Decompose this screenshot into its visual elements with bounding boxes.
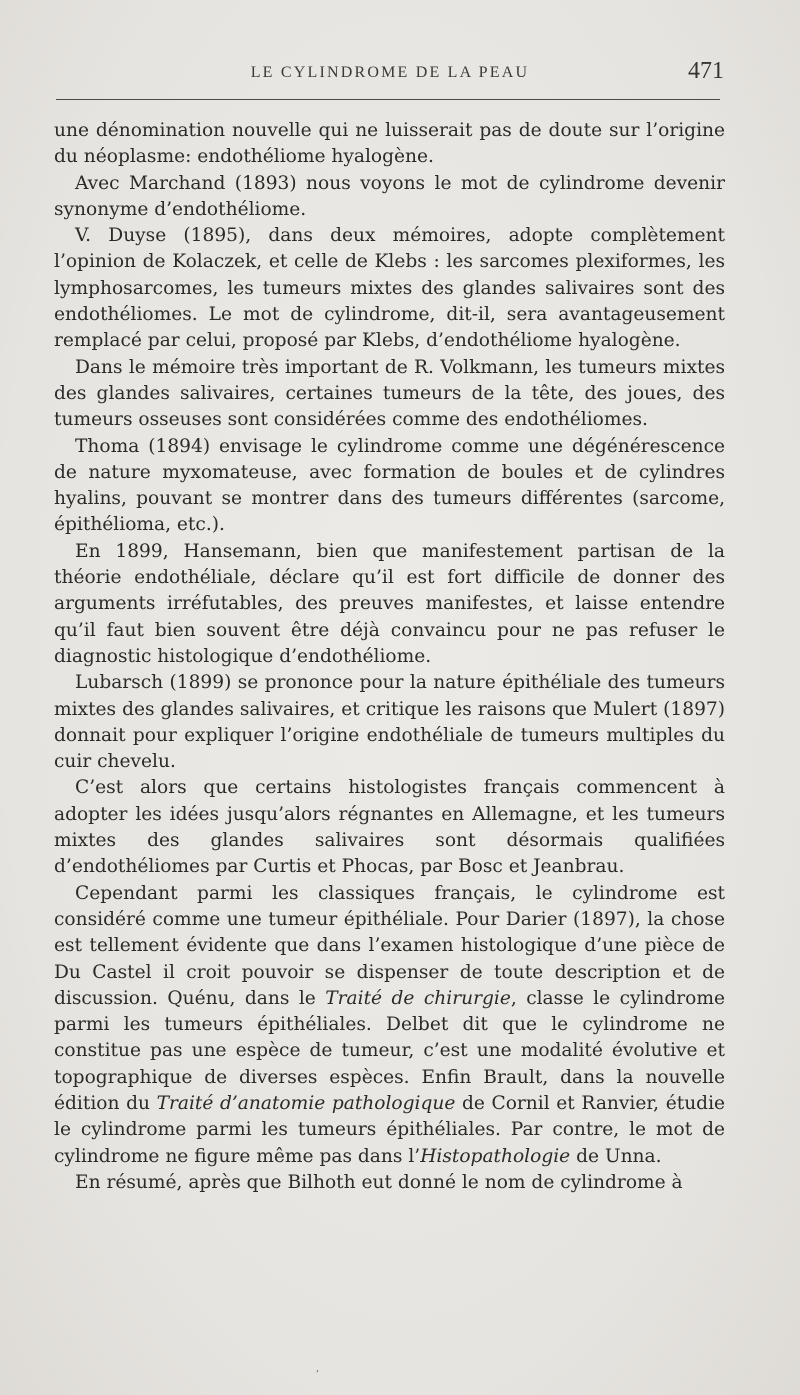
- text-segment: V. Duyse (1895), dans deux mémoires, adopte complètement l’opinion de Kolaczek, et celle de Klebs : les sarcomes plexiformes, les lymphosarcomes, les tumeurs mixtes des glandes salivaires sont des endothéliomes. Le mot de cylindrome, dit-il, sera avantageusement remplacé par celui, proposé par Klebs, d’endothéliome hyalogène.: [54, 225, 725, 352]
- text-segment: une dénomination nouvelle qui ne luisserait pas de doute sur l’origine du néoplasme: endothéliome hyalogène.: [54, 120, 725, 168]
- text-segment: Avec Marchand (1893) nous voyons le mot de cylindrome devenir synonyme d’endothéliome.: [54, 172, 725, 220]
- print-speck: ,: [316, 1363, 320, 1374]
- book-title-histopathologie: Histopathologie: [420, 1145, 571, 1167]
- text-segment: de Cornil et Ranvier, étudie le cylindrome parmi les tumeurs épithéliales. Par contre, le mot de cylindrome ne figure même pas dans l’: [54, 1092, 726, 1167]
- body-text: [54, 118, 725, 1196]
- book-title-traite-anatomie-pathologique: Traité d’anatomie pathologique: [156, 1092, 456, 1114]
- text-segment: de Unna.: [570, 1145, 662, 1167]
- page-number: 471: [688, 58, 724, 84]
- text-segment: Cependant parmi les classiques français, le cylindrome est considéré comme une tumeur épithéliale. Pour Darier (1897), la chose est tellement évidente que dans l’examen histologique d’une pièce de Du Castel il croit pouvoir se dispenser de toute description et de discussion. Quénu, dans le: [54, 882, 725, 1009]
- book-title-traite-de-chirurgie: Traité de chirurgie: [325, 987, 511, 1009]
- paragraph-9: [54, 881, 725, 1170]
- paragraph-2: [54, 171, 725, 224]
- text-segment: En résumé, après que Bilhoth eut donné le nom de cylindrome à: [75, 1171, 683, 1193]
- page-header: [56, 58, 724, 88]
- text-segment: Thoma (1894) envisage le cylindrome comme une dégénérescence de nature myxomateuse, avec formation de boules et de cylindres hyalins, pouvant se montrer dans des tumeurs différentes (sarcome, épithélioma, etc.).: [54, 435, 725, 536]
- text-segment: En 1899, Hansemann, bien que manifestement partisan de la théorie endothéliale, déclare qu’il est fort difficile de donner des arguments irréfutables, des preuves manifestes, et laisse entendre qu’il faut bien souvent être déjà convaincu pour ne pas refuser le diagnostic histologique d’endothéliome.: [54, 540, 725, 667]
- paragraph-3: [54, 223, 725, 354]
- header-rule: [56, 99, 720, 100]
- paragraph-7: [54, 670, 725, 775]
- paragraph-6: [54, 539, 725, 670]
- text-segment: C’est alors que certains histologistes français commencent à adopter les idées jusqu’alors régnantes en Allemagne, et les tumeurs mixtes des glandes salivaires sont désormais qualifiées d’endothéliomes par Curtis et Phocas, par Bosc et Jeanbrau.: [54, 777, 725, 878]
- running-head: LE CYLINDROME DE LA PEAU: [250, 64, 530, 81]
- text-segment: Dans le mémoire très important de R. Volkmann, les tumeurs mixtes des glandes salivaires, certaines tumeurs de la tête, des joues, des tumeurs osseuses sont considérées comme des endothéliomes.: [54, 356, 725, 431]
- paragraph-5: [54, 434, 725, 539]
- paragraph-1: [54, 118, 725, 171]
- text-segment: Lubarsch (1899) se prononce pour la nature épithéliale des tumeurs mixtes des glandes salivaires, et critique les raisons que Mulert (1897) donnait pour expliquer l’origine endothéliale de tumeurs multiples du cuir chevelu.: [54, 672, 725, 773]
- paragraph-8: [54, 775, 725, 880]
- paragraph-10: [54, 1170, 725, 1196]
- text-segment: , classe le cylindrome parmi les tumeurs épithéliales. Delbet dit que le cylindrome ne constitue pas une espèce de tumeur, c’est une modalité évolutive et topographique de diverses espèces. Enfin Brault, dans la nouvelle édition du: [54, 987, 725, 1114]
- paragraph-4: [54, 355, 725, 434]
